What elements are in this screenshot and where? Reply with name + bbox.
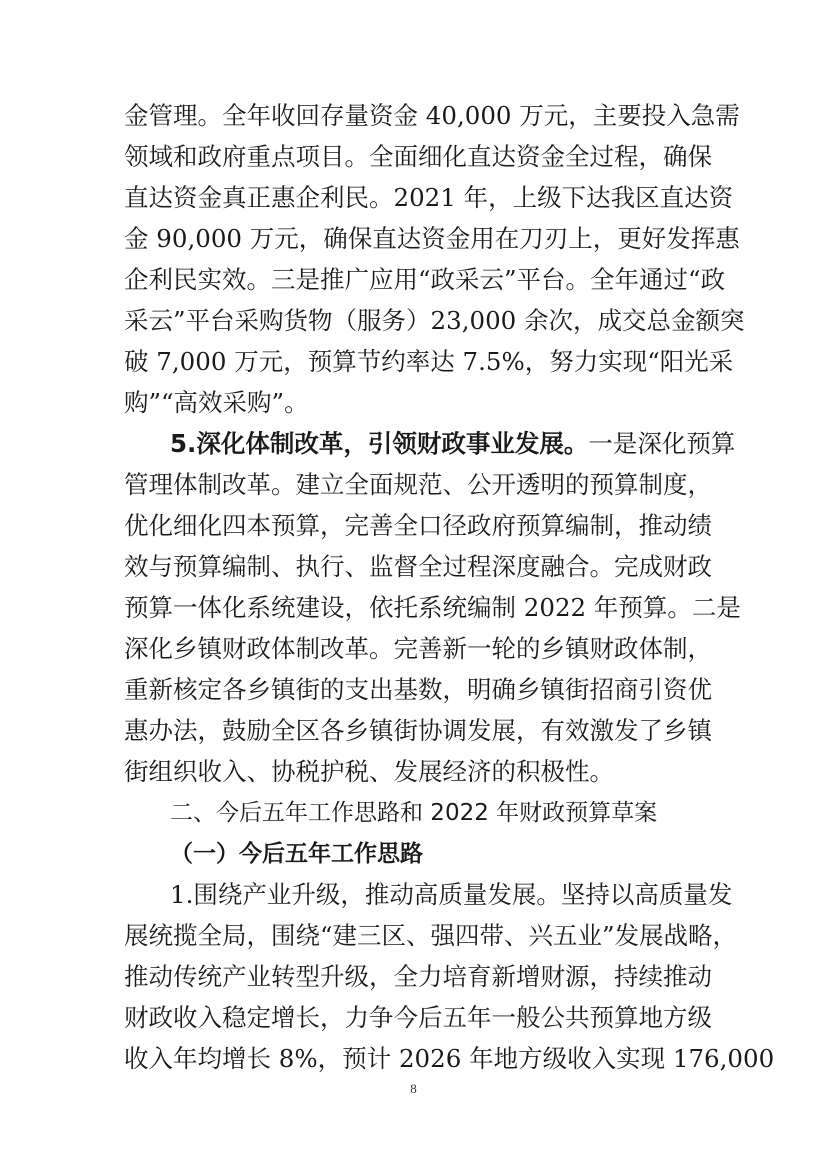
paragraph-5-lead: 5.深化体制改革，引领财政事业发展。 — [170, 429, 589, 458]
body-line: 收入年均增长 8%，预计 2026 年地方级收入实现 176,000 — [124, 1044, 775, 1073]
body-line: 街组织收入、协税护税、发展经济的积极性。 — [124, 757, 614, 786]
subsection-heading: （一）今后五年工作思路 — [170, 841, 423, 867]
body-line: 管理体制改革。建立全面规范、公开透明的预算制度， — [124, 470, 712, 499]
body-line: 购”“高效采购”。 — [124, 388, 309, 417]
body-line: 效与预算编制、执行、监督全过程深度融合。完成财政 — [124, 552, 712, 581]
body-line: 重新核定各乡镇街的支出基数，明确乡镇街招商引资优 — [124, 675, 712, 704]
body-line: 企利民实效。三是推广应用“政采云”平台。全年通过“政 — [124, 265, 726, 294]
body-line: 惠办法，鼓励全区各乡镇街协调发展，有效激发了乡镇 — [124, 716, 712, 745]
body-line: 财政收入稳定增长，力争今后五年一般公共预算地方级 — [124, 1003, 712, 1032]
body-line: 金管理。全年收回存量资金 40,000 万元，主要投入急需 — [124, 101, 740, 130]
paragraph-1-first-line: 1.围绕产业升级，推动高质量发展。坚持以高质量发 — [170, 880, 733, 909]
body-line: 推动传统产业转型升级，全力培育新增财源，持续推动 — [124, 962, 712, 991]
body-line: 领域和政府重点项目。全面细化直达资金全过程，确保 — [124, 142, 712, 171]
paragraph-5-first-line — [124, 424, 736, 464]
body-line: 优化细化四本预算，完善全口径政府预算编制，推动绩 — [124, 511, 712, 540]
body-line: 采云”平台采购货物（服务）23,000 余次，成交总金额突 — [124, 306, 745, 335]
body-line: 预算一体化系统建设，依托系统编制 2022 年预算。二是 — [124, 593, 741, 622]
body-line: 破 7,000 万元，预算节约率达 7.5%，努力实现“阳光采 — [124, 347, 734, 376]
paragraph-5-text: 一是深化预算 — [588, 429, 736, 458]
body-line: 深化乡镇财政体制改革。完善新一轮的乡镇财政体制， — [124, 634, 712, 663]
body-line: 金 90,000 万元，确保直达资金用在刀刃上，更好发挥惠 — [124, 224, 740, 253]
body-line: 展统揽全局，围绕“建三区、强四带、兴五业”发展战略， — [124, 921, 738, 950]
page-number: 8 — [410, 1081, 417, 1096]
section-heading: 二、今后五年工作思路和 2022 年财政预算草案 — [170, 800, 658, 826]
body-line: 直达资金真正惠企利民。2021 年，上级下达我区直达资 — [124, 183, 734, 212]
